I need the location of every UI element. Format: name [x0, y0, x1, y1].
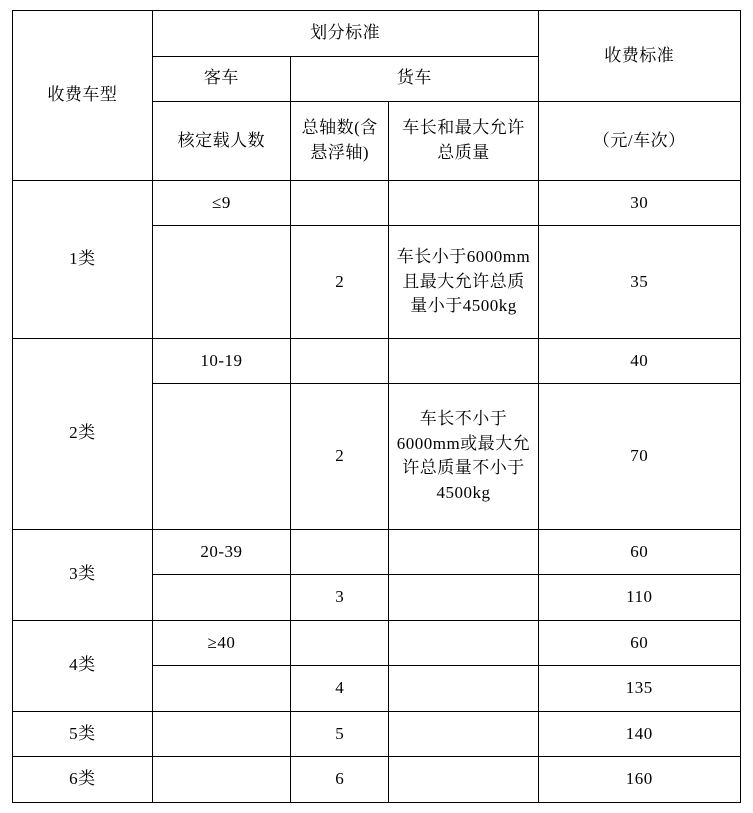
cell-length-and-mass: 车长不小于6000mm或最大允许总质量不小于4500kg — [389, 384, 538, 530]
table-row — [13, 529, 741, 575]
cell-rated-passengers — [152, 384, 290, 530]
row-class-label: 1类 — [13, 180, 153, 338]
cell-length-and-mass — [389, 757, 538, 803]
cell-length-and-mass — [389, 666, 538, 712]
table-header-row-1 — [13, 11, 741, 57]
cell-fee: 140 — [538, 711, 740, 757]
row-class-label: 2类 — [13, 338, 153, 529]
cell-length-and-mass: 车长小于6000mm且最大允许总质量小于4500kg — [389, 226, 538, 338]
row-class-label: 3类 — [13, 529, 153, 620]
cell-rated-passengers: 20-39 — [152, 529, 290, 575]
row-class-label: 4类 — [13, 620, 153, 711]
cell-total-axles — [291, 620, 389, 666]
cell-rated-passengers — [152, 757, 290, 803]
cell-total-axles: 2 — [291, 384, 389, 530]
cell-length-and-mass — [389, 529, 538, 575]
cell-total-axles — [291, 338, 389, 384]
cell-fee: 60 — [538, 529, 740, 575]
cell-length-and-mass — [389, 620, 538, 666]
header-length-and-mass: 车长和最大允许总质量 — [389, 102, 538, 181]
cell-rated-passengers — [152, 666, 290, 712]
header-fee-standard: 收费标准 — [538, 11, 740, 102]
header-classification-standard: 划分标准 — [152, 11, 538, 57]
cell-fee: 70 — [538, 384, 740, 530]
cell-total-axles: 3 — [291, 575, 389, 621]
row-class-label: 6类 — [13, 757, 153, 803]
row-class-label: 5类 — [13, 711, 153, 757]
cell-fee: 60 — [538, 620, 740, 666]
header-passenger-vehicle: 客车 — [152, 56, 290, 102]
table-row — [13, 620, 741, 666]
table-row — [13, 757, 741, 803]
cell-total-axles: 4 — [291, 666, 389, 712]
cell-rated-passengers: ≤9 — [152, 180, 290, 226]
header-freight-vehicle: 货车 — [291, 56, 539, 102]
table-row — [13, 711, 741, 757]
cell-rated-passengers — [152, 226, 290, 338]
cell-fee: 160 — [538, 757, 740, 803]
cell-length-and-mass — [389, 711, 538, 757]
cell-rated-passengers: ≥40 — [152, 620, 290, 666]
table-row — [13, 338, 741, 384]
cell-length-and-mass — [389, 338, 538, 384]
header-fee-unit: （元/车次） — [538, 102, 740, 181]
cell-total-axles: 5 — [291, 711, 389, 757]
cell-fee: 35 — [538, 226, 740, 338]
cell-total-axles: 2 — [291, 226, 389, 338]
toll-fee-table — [12, 10, 741, 803]
header-rated-passengers: 核定载人数 — [152, 102, 290, 181]
cell-fee: 110 — [538, 575, 740, 621]
cell-length-and-mass — [389, 575, 538, 621]
cell-rated-passengers: 10-19 — [152, 338, 290, 384]
header-total-axles: 总轴数(含悬浮轴) — [291, 102, 389, 181]
cell-total-axles — [291, 180, 389, 226]
cell-rated-passengers — [152, 575, 290, 621]
header-vehicle-class: 收费车型 — [13, 11, 153, 181]
cell-length-and-mass — [389, 180, 538, 226]
cell-fee: 135 — [538, 666, 740, 712]
cell-rated-passengers — [152, 711, 290, 757]
cell-fee: 40 — [538, 338, 740, 384]
table-row — [13, 180, 741, 226]
cell-total-axles: 6 — [291, 757, 389, 803]
cell-total-axles — [291, 529, 389, 575]
cell-fee: 30 — [538, 180, 740, 226]
